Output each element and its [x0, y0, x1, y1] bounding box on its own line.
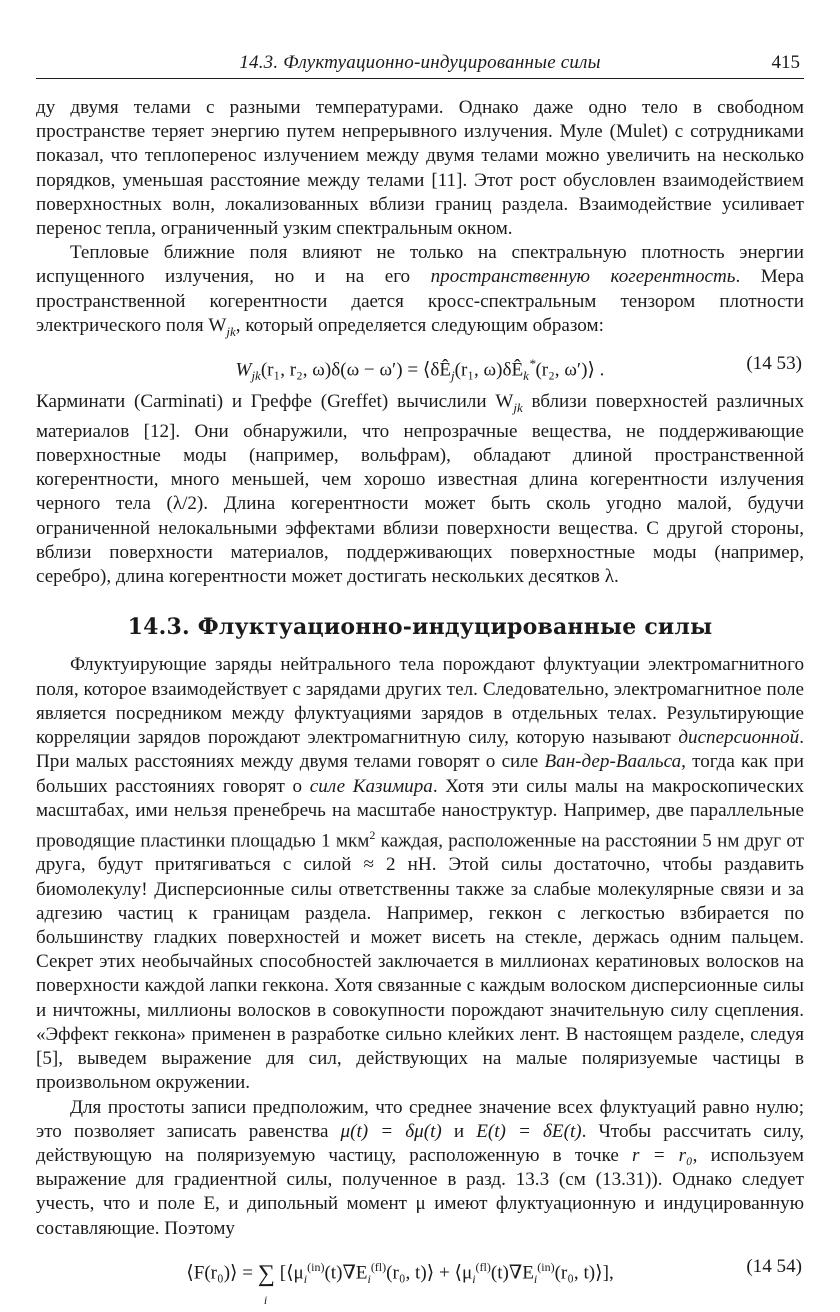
paragraph-5: Для простоты записи предположим, что среднее значение всех флуктуаций равно нулю; это позволяет записать равенства μ(t) = δμ(t) и E(t) = δE(t). Чтобы рассчитать силу, действующую на поляризуемую частицу, расположенную в точке r = r₀, используем выражение для градиентной силы, полученное в разд. 13.3 (см (13.31)). Однако следует учесть, что и поле E, и дипольный момент μ имеют флуктуационную и индуцированную составляющие. Поэтому [36, 1096, 805, 1239]
summation-sign: ∑ i [257, 1261, 275, 1308]
equation-14-53-body: $W_{jk}(r_1$, r₂, $\omega)\delta(\omega - \omega') = ⟨\delta Ê_j(r_1$, $\omega)\delta Ê_k^*(r_2$, ω′)⟩ . [235, 355, 605, 384]
paragraph-1: ду двумя телами с разными температурами. Однако даже одно тело в свободном пространстве теряет энергию путем непрерывного излучения. Муле (Mulet) с сотрудниками показал, что теплоперенос излучением между двумя телами можно увеличить на несколько порядков, уменьшая расстояние между телами [11]. Этот рост обусловлен взаимодействием поверхностных волн, локализованных вблизи границ раздела. Взаимодействие усиливает перенос тепла, ограниченный узким спектральным окном. [36, 97, 804, 240]
equation-14-54-body: ⟨F(r₀)⟩ = ∑ i [$⟨\mu_i^{(in)}(t)\nabla E_i^{(fl)}(r_0$, t)⟩ + $⟨\mu_i^{(fl)}(t)\nabla E_i^{(in)}(r_0$, t)⟩], [186, 1259, 614, 1308]
page-body [36, 96, 804, 1307]
equation-14-54-number: (14 54) [746, 1255, 802, 1277]
paragraph-4: Флуктуирующие заряды нейтрального тела порождают флуктуации электромагнитного поля, которое взаимодействует с зарядами других тел. Следовательно, электромагнитное поле является посредником между флуктуациями зарядов в отдельных телах. Результирующие корреляции зарядов порождают электромагнитную силу, которую называют дисперсионной. При малых расстояниях между двумя телами говорят о силе Ван-дер-Ваальса, тогда как при больших расстояниях говорят о силе Казимира. Хотя эти силы малы на макроскопических масштабах, ими нельзя пренебречь на масштабе наноструктур. Например, две параллельные проводящие пластинки площадью 1 мкм$^2$ каждая, расположенные на расстоянии 5 нм друг от друга, будут притягиваться с силой ≈ 2 нН. Этой силы достаточно, чтобы раздавить биомолекулу! Дисперсионные силы ответственны также за слабые молекулярные связи и за адгезию частиц к границам раздела. Например, геккон с легкостью взбирается по большинству гладких поверхностей и может висеть на стекле, держась одним пальцем. Секрет этих необычайных способностей заключается в миллионах кератиновых волосков на поверхности каждой лапки геккона. Хотя связанные с каждым волоском дисперсионные силы и ничтожны, миллионы волосков в совокупности порождают значительную силу сцепления. «Эффект геккона» применен в разработке сильно клейких лент. В настоящем разделе, следуя [5], выведем выражение для сил, действующих на малые поляризуемые частицы в произвольном окружении. [36, 654, 805, 1094]
equation-14-54 [36, 1247, 804, 1308]
page-number: 415 [771, 52, 800, 73]
paragraph-3: Карминати (Carminati) и Греффе (Greffet) вычислили $W_{jk}$ вблизи поверхностей различных материалов [12]. Они обнаружили, что непрозрачные вещества, не поддерживающие поверхностные моды (например, вольфрам), обладают длиной пространственной когерентности, много меньшей, чем хорошо известная длина когерентности излучения черного тела (λ/2). Длина когерентности может быть сколь угодно малой, будучи ограниченной нелокальными эффектами вблизи поверхности вещества. С другой стороны, вблизи поверхности материалов, поддерживающих поверхностные моды (например, серебро), длина когерентности может достигать нескольких десятков λ. [36, 390, 804, 588]
section-title: 14.3. Флуктуационно-индуцированные силы [127, 614, 713, 641]
page-header [36, 44, 804, 79]
equation-14-53 [36, 346, 804, 386]
emphasis-spatial-coherence: пространственную когерентность [430, 266, 736, 288]
paragraph-2: Тепловые ближние поля влияют не только на спектральную плотность энергии испущенного излучения, но и на его пространственную когерентность. Мера пространственной когерентности дается кросс-спектральным тензором плотности электрического поля $W_{jk}$, который определяется следующим образом: [36, 242, 804, 339]
equation-14-53-number: (14 53) [746, 352, 802, 374]
running-title: 14.3. Флуктуационно-индуцированные силы [239, 52, 601, 73]
